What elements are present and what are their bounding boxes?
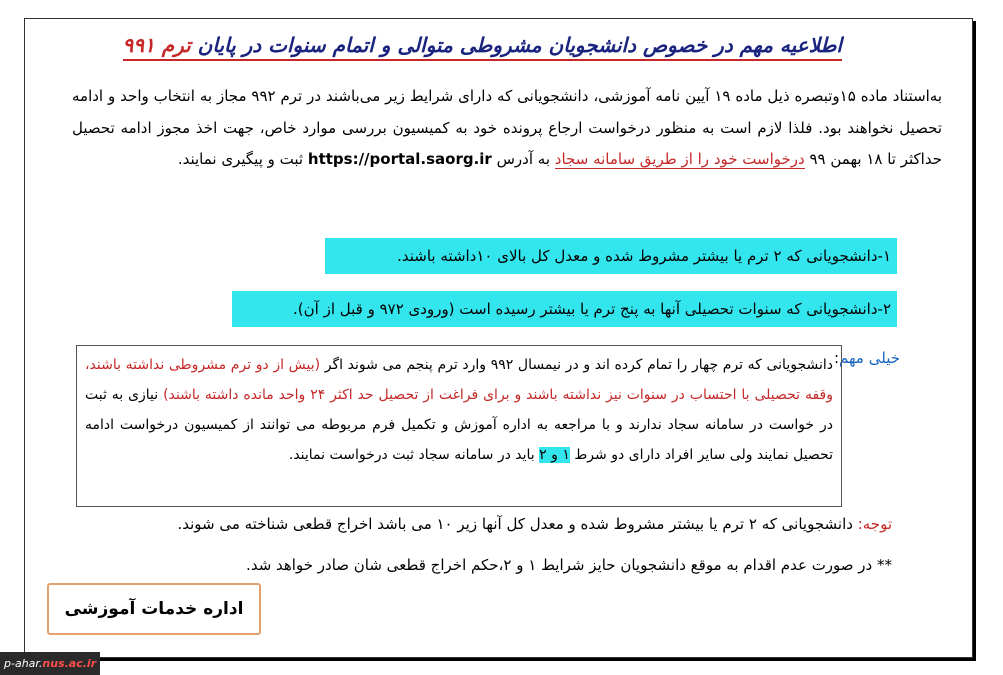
notice-frame (24, 18, 973, 658)
portal-link[interactable]: https://portal.saorg.ir (307, 150, 492, 168)
intro-highlight: درخواست خود را از طریق سامانه سجاد (554, 150, 805, 168)
intro-part1: به‌استناد ماده ۱۵وتبصره ذیل ماده ۱۹ آیین نامه آموزشی، دانشجویانی که دارای شرایط زیر می‌باشند در ترم ۹۹۲ مجاز به انتخاب واحد و ادامه تحصیل نخواهند بود. فلذا لازم است به منظور درخواست ارجاع پرونده خود به کمیسیون بررسی موارد خاص، جهت اخذ مجوز ادامه تحصیل حداکثر تا ۱۸ بهمن ۹۹ (72, 87, 943, 168)
footer-prefix: p-ahar. (4, 657, 43, 670)
site-footer-badge[interactable] (0, 652, 100, 675)
important-colon: : (833, 349, 840, 367)
important-mark: ۱ و ۲ (539, 447, 570, 463)
attention-note (177, 515, 892, 533)
important-label (834, 349, 900, 367)
title-term: ترم ۹۹۱ (122, 33, 191, 57)
important-text1: دانشجویانی که ترم چهار را تمام کرده اند و در نیمسال ۹۹۲ وارد ترم پنجم می شوند اگر (324, 357, 833, 373)
condition-2: ۲-دانشجویانی که سنوات تحصیلی آنها به پنج ترم یا بیشتر رسیده است (ورودی ۹۷۲ و قبل از آن). (232, 291, 897, 327)
notice-title (123, 33, 842, 61)
title-main: اطلاعیه مهم در خصوص دانشجویان مشروطی متوالی و اتمام سنوات در پایان (197, 33, 842, 57)
note-text: دانشجویانی که ۲ ترم یا بیشتر مشروط شده و معدل کل آنها زیر ۱۰ می باشد اخراج قطعی شناخته می شوند. (177, 515, 853, 533)
intro-part3: ثبت و پیگیری نمایند. (177, 150, 304, 168)
important-label-text: خیلی مهم (839, 349, 900, 367)
warning-text: ** در صورت عدم اقدام به موقع دانشجویان حایز شرایط ۱ و ۲،حکم اخراج قطعی شان صادر خواهد شد. (246, 556, 892, 574)
intro-paragraph (72, 81, 942, 176)
important-text2: نیازی به ثبت در خواست در سامانه سجاد ندارند و با مراجعه به اداره آموزش و تکمیل فرم مربوطه می توانند از کمیسیون درخواست ادامه تحصیل نمایند ولی سایر افراد دارای دو شرط (85, 387, 833, 463)
footer-domain: nus.ac.ir (42, 657, 97, 670)
important-box (76, 345, 842, 507)
condition-1: ۱-دانشجویانی که ۲ ترم یا بیشتر مشروط شده و معدل کل بالای ۱۰داشته باشند. (325, 238, 897, 274)
important-red: (بیش از دو ترم مشروطی نداشته باشند، وقفه تحصیلی با احتساب در سنوات نیز نداشته باشند و برای فراغت از تحصیل حد اکثر ۲۴ واحد مانده داشته باشند) (85, 357, 834, 403)
important-text3: باید در سامانه سجاد ثبت درخواست نمایند. (288, 447, 535, 463)
office-signature-box: اداره خدمات آموزشی (47, 583, 261, 635)
intro-part2: به آدرس (496, 150, 551, 168)
note-label: توجه: (857, 515, 892, 533)
